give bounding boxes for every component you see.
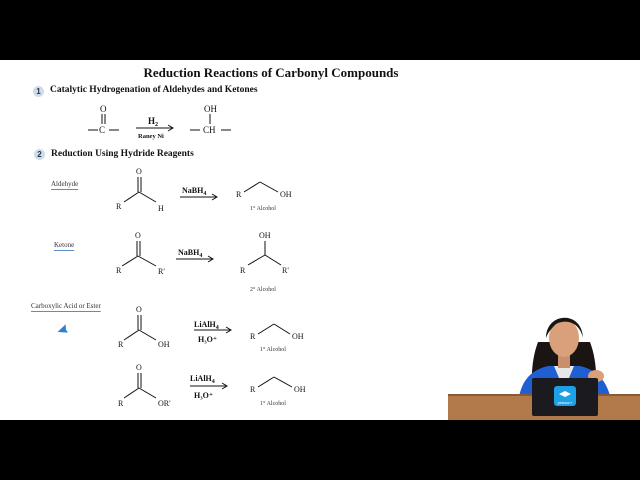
ester-r: R [118,399,124,408]
ketone-product-oh: OH [259,231,271,240]
section-2-heading: Reduction Using Hydride Reagents [51,149,194,159]
ketone-r: R [116,266,122,275]
label-ketone: Ketone [54,241,75,249]
aldehyde-product-class: 1° Alcohol [250,206,276,212]
acid-product-bond-2 [274,324,290,334]
hydrogenation-scheme [80,102,250,142]
aldehyde-oxygen: O [136,167,142,176]
aldehyde-reagent: NaBH$_4$ [182,186,207,197]
ketone-r2: R' [158,267,165,276]
ketone-product-class: 2° Alcohol [250,287,276,293]
section-1-heading: Catalytic Hydrogenation of Aldehydes and Ketones [50,85,258,95]
cursor-arrow-icon [57,322,71,336]
ester-or-bond [139,388,156,398]
label-carboxylic-acid-or-ester: Carboxylic Acid or Ester [31,302,101,310]
aldehyde-product-oh: OH [280,190,292,199]
laptop-logo-text: pearson+ [557,401,573,405]
ketone-product-r: R [240,266,246,275]
acid-product-bond-1 [258,324,274,334]
ester-r-bond [124,388,139,398]
section-2-bullet: 2 [34,149,45,160]
ester-reaction [110,360,310,416]
ester-workup: H₃O⁺ [194,391,214,400]
ester-reagent: LiAlH$_4$ [190,374,215,385]
section-1-bullet: 1 [33,86,44,97]
aldehyde-product-bond-2 [260,182,278,192]
laptop [530,378,600,418]
ester-product-class: 1° Alcohol [260,401,286,407]
ketone-reaction [108,228,308,296]
label-aldehyde: Aldehyde [51,180,79,188]
acid-r-bond [124,330,139,340]
acid-oh: OH [158,340,170,349]
ketone-product-r2-bond [265,255,281,265]
acid-reaction [110,302,310,356]
ketone-r2-bond [138,256,156,266]
ketone-product-r-bond [248,255,265,265]
slide-title: Reduction Reactions of Carbonyl Compounds [143,65,399,80]
aldehyde-product-bond-1 [244,182,260,192]
hydrogenation-oxygen: O [100,104,107,114]
hydrogenation-carbon: C [99,125,106,135]
aldehyde-r: R [116,202,122,211]
ester-product-bond-1 [258,377,274,387]
ester-or: OR' [158,399,171,408]
ester-product-bond-2 [274,377,292,387]
acid-product-class: 1° Alcohol [260,347,286,353]
hydrogenation-catalyst: Raney Ni [138,133,164,140]
acid-oxygen: O [136,305,142,314]
acid-r: R [118,340,124,349]
ketone-r-bond [122,256,138,266]
aldehyde-r-bond [124,192,139,202]
ester-oxygen: O [136,363,142,372]
aldehyde-h: H [158,204,164,213]
acid-product-r: R [250,332,256,341]
hydrogenation-product-oh: OH [204,104,217,114]
ketone-product-r2: R' [282,266,289,275]
aldehyde-product-r: R [236,190,242,199]
ketone-reagent: NaBH$_4$ [178,248,203,259]
slide [0,60,640,420]
ester-product-r: R [250,385,256,394]
aldehyde-reaction [110,164,310,220]
ketone-oxygen: O [135,231,141,240]
aldehyde-h-bond [139,192,156,202]
acid-oh-bond [139,330,156,340]
acid-reagent: LiAlH$_4$ [194,320,219,331]
acid-product-oh: OH [292,332,304,341]
hydrogenation-reagent: $H_2$ [148,116,159,128]
acid-workup: H₃O⁺ [198,335,218,344]
hydrogenation-product-ch: CH [203,125,216,135]
ester-product-oh: OH [294,385,306,394]
